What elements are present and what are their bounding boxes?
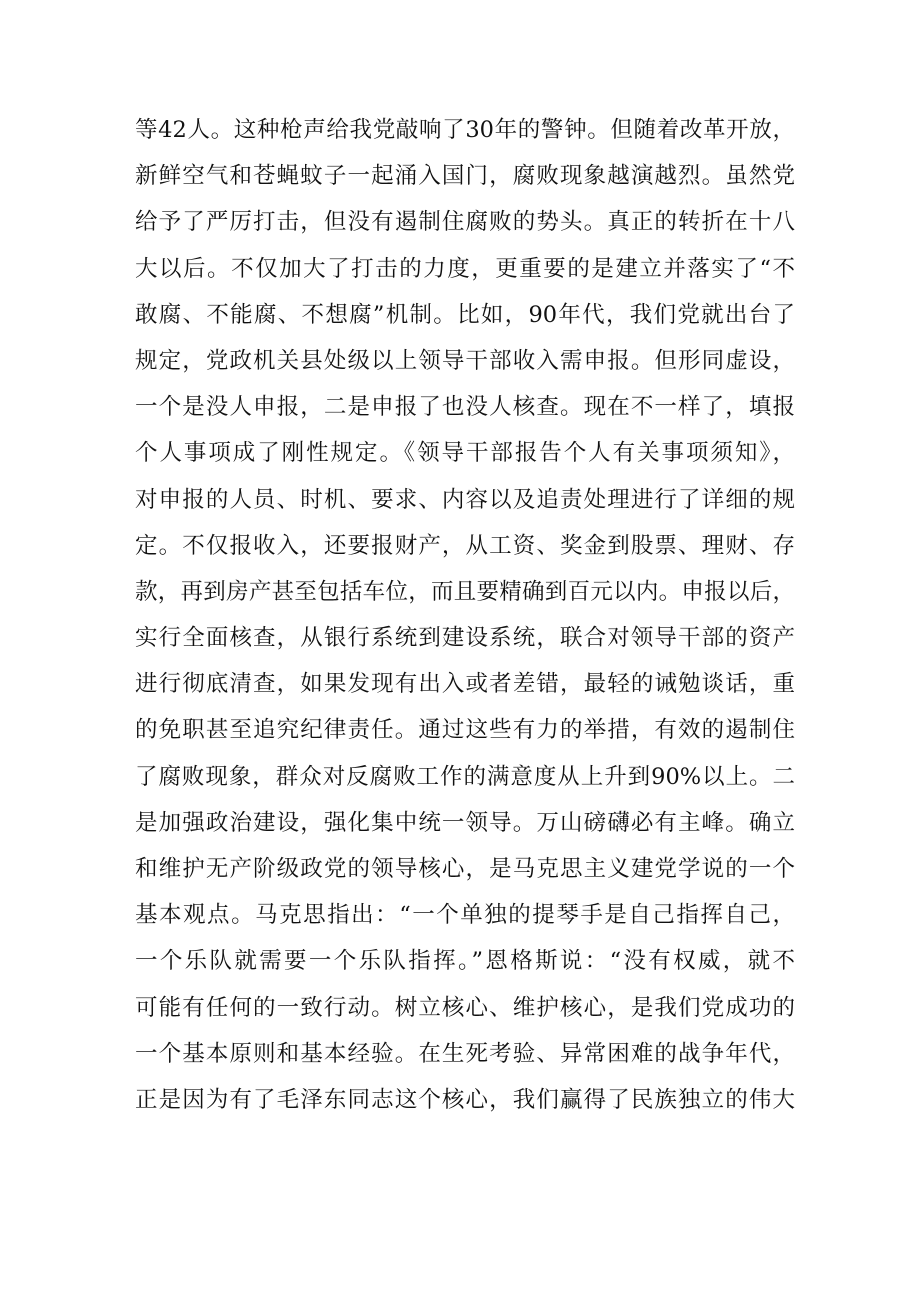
text-line-4: 大以后。不仅加大了打击的力度，更重要的是建立并落实了“不 (135, 255, 795, 282)
text-line-11: 款，再到房产甚至包括车位，而且要精确到百元以内。申报以后， (135, 578, 795, 605)
text-line-1: 等42人。这种枪声给我党敲响了30年的警钟。但随着改革开放， (135, 117, 795, 143)
text-line-21: 一个基本原则和基本经验。在生死考验、异常困难的战争年代， (135, 1040, 795, 1067)
text-line-12: 实行全面核查，从银行系统到建设系统，联合对领导干部的资产 (135, 625, 795, 652)
text-line-10: 定。不仅报收入，还要报财产，从工资、奖金到股票、理财、存 (135, 532, 795, 559)
text-line-3: 给予了严厉打击，但没有遏制住腐败的势头。真正的转折在十八 (135, 209, 795, 236)
text-line-19: 一个乐队就需要一个乐队指挥。”恩格斯说：“没有权威，就不 (135, 948, 795, 975)
body-text (135, 107, 795, 1123)
text-line-9: 对申报的人员、时机、要求、内容以及追责处理进行了详细的规 (135, 486, 795, 513)
text-line-18: 基本观点。马克思指出：“一个单独的提琴手是自己指挥自己， (135, 902, 795, 929)
text-line-5: 敢腐、不能腐、不想腐”机制。比如，90年代，我们党就出台了 (135, 301, 795, 328)
text-line-20: 可能有任何的一致行动。树立核心、维护核心，是我们党成功的 (135, 994, 795, 1021)
text-line-22: 正是因为有了毛泽东同志这个核心，我们赢得了民族独立的伟大 (135, 1086, 795, 1113)
text-line-15: 了腐败现象，群众对反腐败工作的满意度从上升到90%以上。二 (135, 763, 795, 790)
text-line-17: 和维护无产阶级政党的领导核心，是马克思主义建党学说的一个 (135, 856, 795, 882)
text-line-16: 是加强政治建设，强化集中统一领导。万山磅礴必有主峰。确立 (135, 809, 795, 836)
text-line-8: 个人事项成了刚性规定。《领导干部报告个人有关事项须知》， (135, 440, 795, 467)
text-line-13: 进行彻底清查，如果发现有出入或者差错，最轻的诫勉谈话，重 (135, 671, 795, 698)
text-line-6: 规定，党政机关县处级以上领导干部收入需申报。但形同虚设， (135, 347, 795, 374)
text-line-2: 新鲜空气和苍蝇蚊子一起涌入国门，腐败现象越演越烈。虽然党 (135, 163, 795, 190)
text-line-7: 一个是没人申报，二是申报了也没人核查。现在不一样了，填报 (135, 394, 795, 421)
text-line-14: 的免职甚至追究纪律责任。通过这些有力的举措，有效的遏制住 (135, 717, 795, 744)
